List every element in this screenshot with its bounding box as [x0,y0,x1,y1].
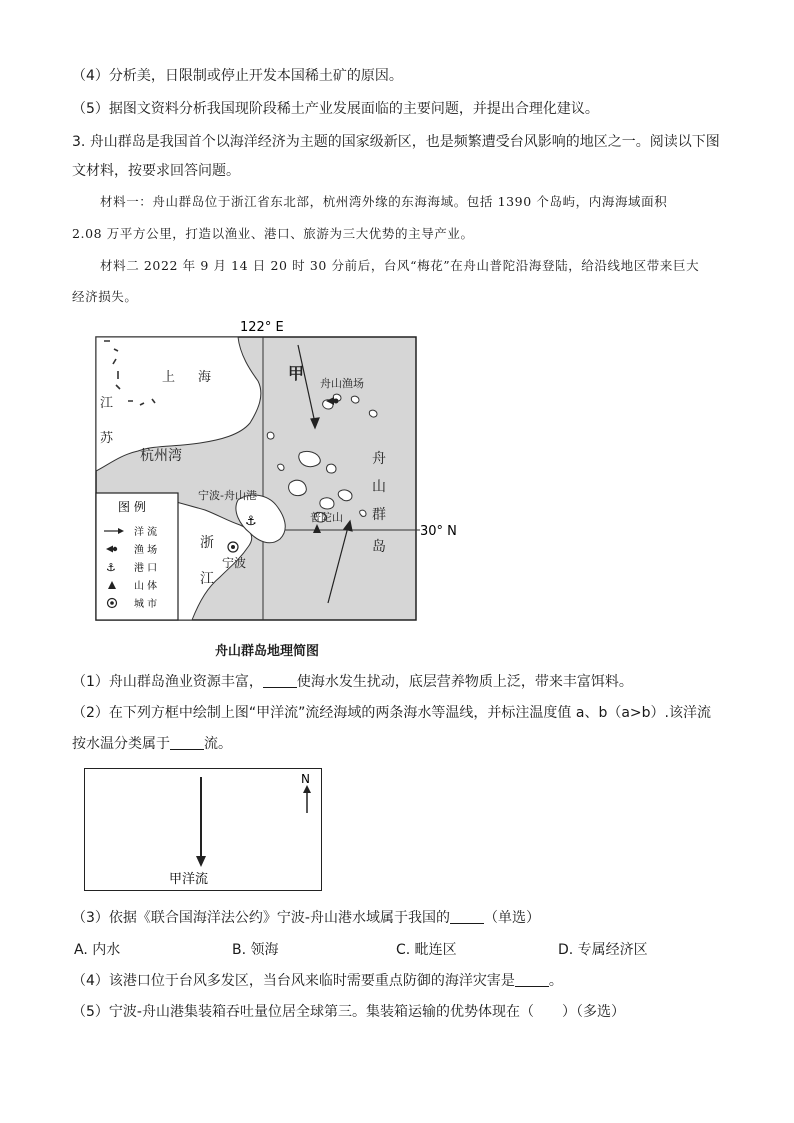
current-arrowhead [196,856,206,867]
isotherm-drawing-box[interactable] [84,768,322,891]
island [369,410,377,417]
island [351,396,359,403]
material1-line1: 材料一：舟山群岛位于浙江省东北部，杭州湾外缘的东海海域。包括 1390 个岛屿，内海海域面积 [100,194,668,209]
question-2-part-b: 流。 [204,736,232,752]
question-4 [72,971,563,991]
question-2-line1: （2）在下列方框中绘制上图“甲洋流”流经海域的两条海水等温线，并标注温度值 a、b（a>b）.该洋流 [72,705,711,721]
legend-port-symbol: ⚓ [106,561,116,574]
question-2-line2 [72,734,232,754]
latitude-label: 30° N [420,524,457,539]
zhoushan-map [90,315,470,640]
island [289,480,307,495]
label-ningbo: 宁波 [222,556,247,570]
option-b[interactable]: B. 领海 [232,942,279,958]
question-3 [72,908,540,928]
material2-line1: 材料二 2022 年 9 月 14 日 20 时 30 分前后，台风“梅花”在舟山普陀沿海登陆，给沿线地区带来巨大 [100,258,700,273]
island [267,432,274,439]
answer-blank[interactable] [170,735,204,750]
label-jiangsu-2: 苏 [100,431,114,446]
label-jia: 甲 [288,364,305,383]
legend-title: 图 例 [118,500,146,514]
label-zhoushan-1: 舟 [372,451,386,467]
map-caption: 舟山群岛地理简图 [215,644,320,659]
legend-current: 洋 流 [134,527,158,538]
question-4-part-b: 。 [548,973,563,989]
q3-intro-line1: 3. 舟山群岛是我国首个以海洋经济为主题的国家级新区，也是频繁遭受台风影响的地区之一。阅读以下图 [72,134,720,150]
map-legend [96,493,178,620]
question-3-part-a: （3）依据《联合国海洋法公约》宁波-舟山港水域属于我国的 [72,910,450,926]
island [327,464,337,473]
option-d[interactable]: D. 专属经济区 [558,942,648,958]
legend-mountain: 山 体 [134,581,158,592]
question-3-part-b: （单选） [483,910,540,926]
label-fishery: 舟山渔场 [320,377,364,390]
answer-blank[interactable] [263,673,297,688]
north-arrowhead [303,785,311,793]
prev-question-4: （4）分析美，日限制或停止开发本国稀土矿的原因。 [72,68,403,84]
question-1-part-b: 使海水发生扰动，底层营养物质上泛，带来丰富饵料。 [296,674,633,690]
label-shanghai-1: 上 [162,370,176,385]
q3-intro-line2: 文材料，按要求回答问题。 [72,163,240,179]
label-zhoushan-2: 山 [372,479,386,495]
material2-line2: 经济损失。 [72,289,138,304]
option-a[interactable]: A. 内水 [74,942,121,958]
label-zhejiang-1: 浙 [200,535,214,551]
question-1 [72,672,633,692]
label-zhoushan-3: 群 [372,507,386,523]
legend-fishery: 渔 场 [134,545,158,556]
box-current-label: 甲洋流 [169,872,209,887]
question-2-part-a: 按水温分类属于 [72,736,170,752]
question-5: （5）宁波-舟山港集装箱吞吐量位居全球第三。集装箱运输的优势体现在（ ）（多选） [72,1004,625,1020]
label-hangzhou-bay: 杭州湾 [140,448,182,464]
port-symbol: ⚓ [245,514,257,529]
label-port: 宁波-舟山港 [198,489,257,502]
island [320,498,334,509]
option-c[interactable]: C. 毗连区 [396,942,457,958]
legend-city: 城 市 [134,599,158,610]
drawing-box-graphics [85,769,323,892]
longitude-label: 122° E [240,320,284,335]
answer-blank[interactable] [450,909,484,924]
label-zhoushan-4: 岛 [372,539,386,555]
legend-port: 港 口 [134,563,158,574]
north-label: N [301,772,310,786]
question-1-part-a: （1）舟山群岛渔业资源丰富， [72,674,263,690]
material1-line2: 2.08 万平方公里，打造以渔业、港口、旅游为三大优势的主导产业。 [72,226,474,241]
label-shanghai-2: 海 [198,370,212,385]
label-jiangsu-1: 江 [100,396,114,411]
question-4-part-a: （4）该港口位于台风多发区，当台风来临时需要重点防御的海洋灾害是 [72,973,515,989]
label-zhejiang-2: 江 [200,571,214,587]
answer-blank[interactable] [515,972,549,987]
label-putuo: 普陀山 [310,511,343,524]
prev-question-5: （5）据图文资料分析我国现阶段稀土产业发展面临的主要问题，并提出合理化建议。 [72,101,599,117]
